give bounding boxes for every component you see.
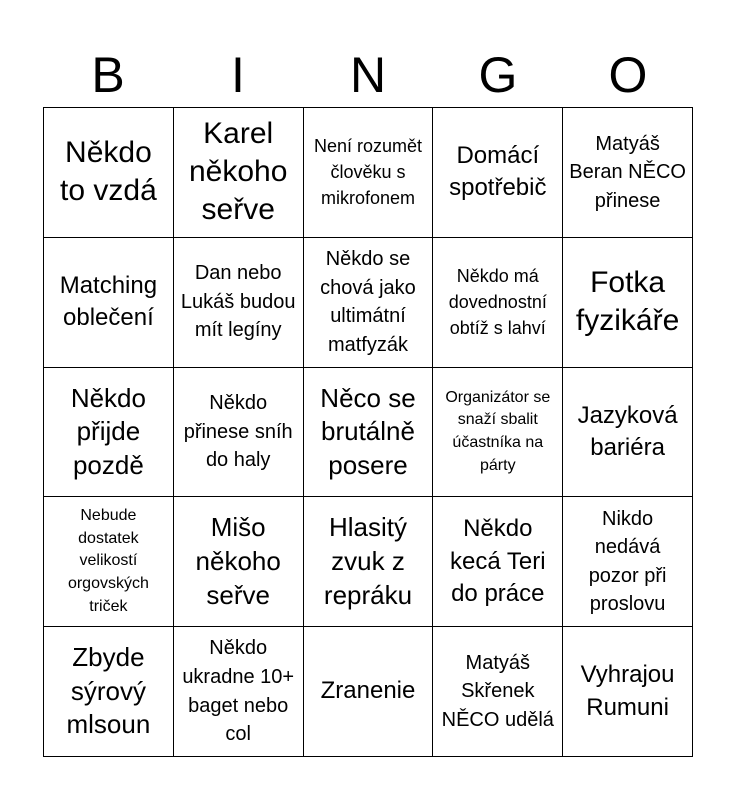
- bingo-cell[interactable]: [44, 627, 174, 757]
- bingo-cell-text: Někdo kecá Teri do práce: [449, 515, 546, 607]
- bingo-cell-text: Hlasitý zvuk z repráku: [323, 512, 413, 610]
- bingo-cell[interactable]: [44, 108, 174, 238]
- bingo-cell-text: Někdo přinese sníh do haly: [183, 392, 293, 472]
- bingo-cell[interactable]: [304, 497, 434, 627]
- bingo-cell[interactable]: [174, 497, 304, 627]
- bingo-cell-text: Domácí spotřebič: [449, 142, 547, 202]
- bingo-cell-text: Někdo přijde pozdě: [70, 382, 146, 480]
- bingo-cell[interactable]: [563, 238, 693, 368]
- bingo-cell[interactable]: [433, 497, 563, 627]
- bingo-cell[interactable]: [44, 497, 174, 627]
- bingo-cell-text: Dan nebo Lukáš budou mít legíny: [180, 262, 296, 342]
- bingo-cell-text: Matyáš Beran NĚCO přinese: [569, 132, 686, 212]
- bingo-cell[interactable]: [433, 238, 563, 368]
- bingo-cell[interactable]: [304, 108, 434, 238]
- bingo-cell-text: Nebude dostatek velikostí orgovských triček: [67, 506, 149, 615]
- bingo-cell[interactable]: [563, 627, 693, 757]
- bingo-cell-text: Zranenie: [320, 677, 416, 705]
- bingo-cell[interactable]: [433, 627, 563, 757]
- bingo-cell[interactable]: [174, 108, 304, 238]
- bingo-header: [43, 44, 693, 106]
- bingo-cell-text: Matyáš Skřenek NĚCO udělá: [441, 651, 554, 731]
- bingo-cell[interactable]: [433, 368, 563, 498]
- bingo-cell-text: Někdo se chová jako ultimátní matfyzák: [320, 248, 416, 356]
- bingo-board: [43, 107, 693, 757]
- bingo-cell[interactable]: [174, 238, 304, 368]
- bingo-cell[interactable]: [304, 368, 434, 498]
- bingo-cell[interactable]: [563, 368, 693, 498]
- bingo-cell[interactable]: [174, 627, 304, 757]
- bingo-cell[interactable]: [563, 108, 693, 238]
- header-letter-g: G: [478, 47, 518, 103]
- bingo-cell[interactable]: [174, 368, 304, 498]
- header-letter-n: N: [349, 47, 387, 103]
- bingo-cell[interactable]: [304, 627, 434, 757]
- bingo-cell[interactable]: [304, 238, 434, 368]
- bingo-cell-text: Nikdo nedává pozor při proslovu: [588, 507, 667, 616]
- header-letter-i: I: [231, 47, 245, 103]
- bingo-cell-text: Někdo to vzdá: [60, 136, 157, 208]
- bingo-cell-text: Fotka fyzikáře: [575, 266, 680, 338]
- bingo-cell-text: Někdo ukradne 10+ baget nebo col: [182, 637, 295, 746]
- bingo-cell-text: Mišo někoho seřve: [195, 512, 281, 610]
- bingo-cell-text: Karel někoho seřve: [188, 117, 288, 227]
- header-letter-o: O: [608, 47, 648, 103]
- bingo-cell[interactable]: [563, 497, 693, 627]
- bingo-cell[interactable]: [433, 108, 563, 238]
- bingo-cell-text: Matching oblečení: [59, 271, 158, 332]
- bingo-cell[interactable]: [44, 238, 174, 368]
- header-letter-b: B: [91, 47, 125, 103]
- bingo-cell-text: Zbyde sýrový mlsoun: [66, 642, 151, 740]
- bingo-cell-text: Vyhrajou Rumuni: [580, 661, 675, 721]
- bingo-cell-text: Někdo má dovednostní obtíž s lahví: [448, 266, 547, 339]
- bingo-cell-text: Není rozumět člověku s mikrofonem: [313, 136, 423, 209]
- bingo-cell[interactable]: [44, 368, 174, 498]
- bingo-cell-text: Něco se brutálně posere: [320, 382, 416, 480]
- bingo-cell-text: Organizátor se snaží sbalit účastníka na párty: [445, 388, 551, 474]
- bingo-cell-text: Jazyková bariéra: [577, 401, 678, 461]
